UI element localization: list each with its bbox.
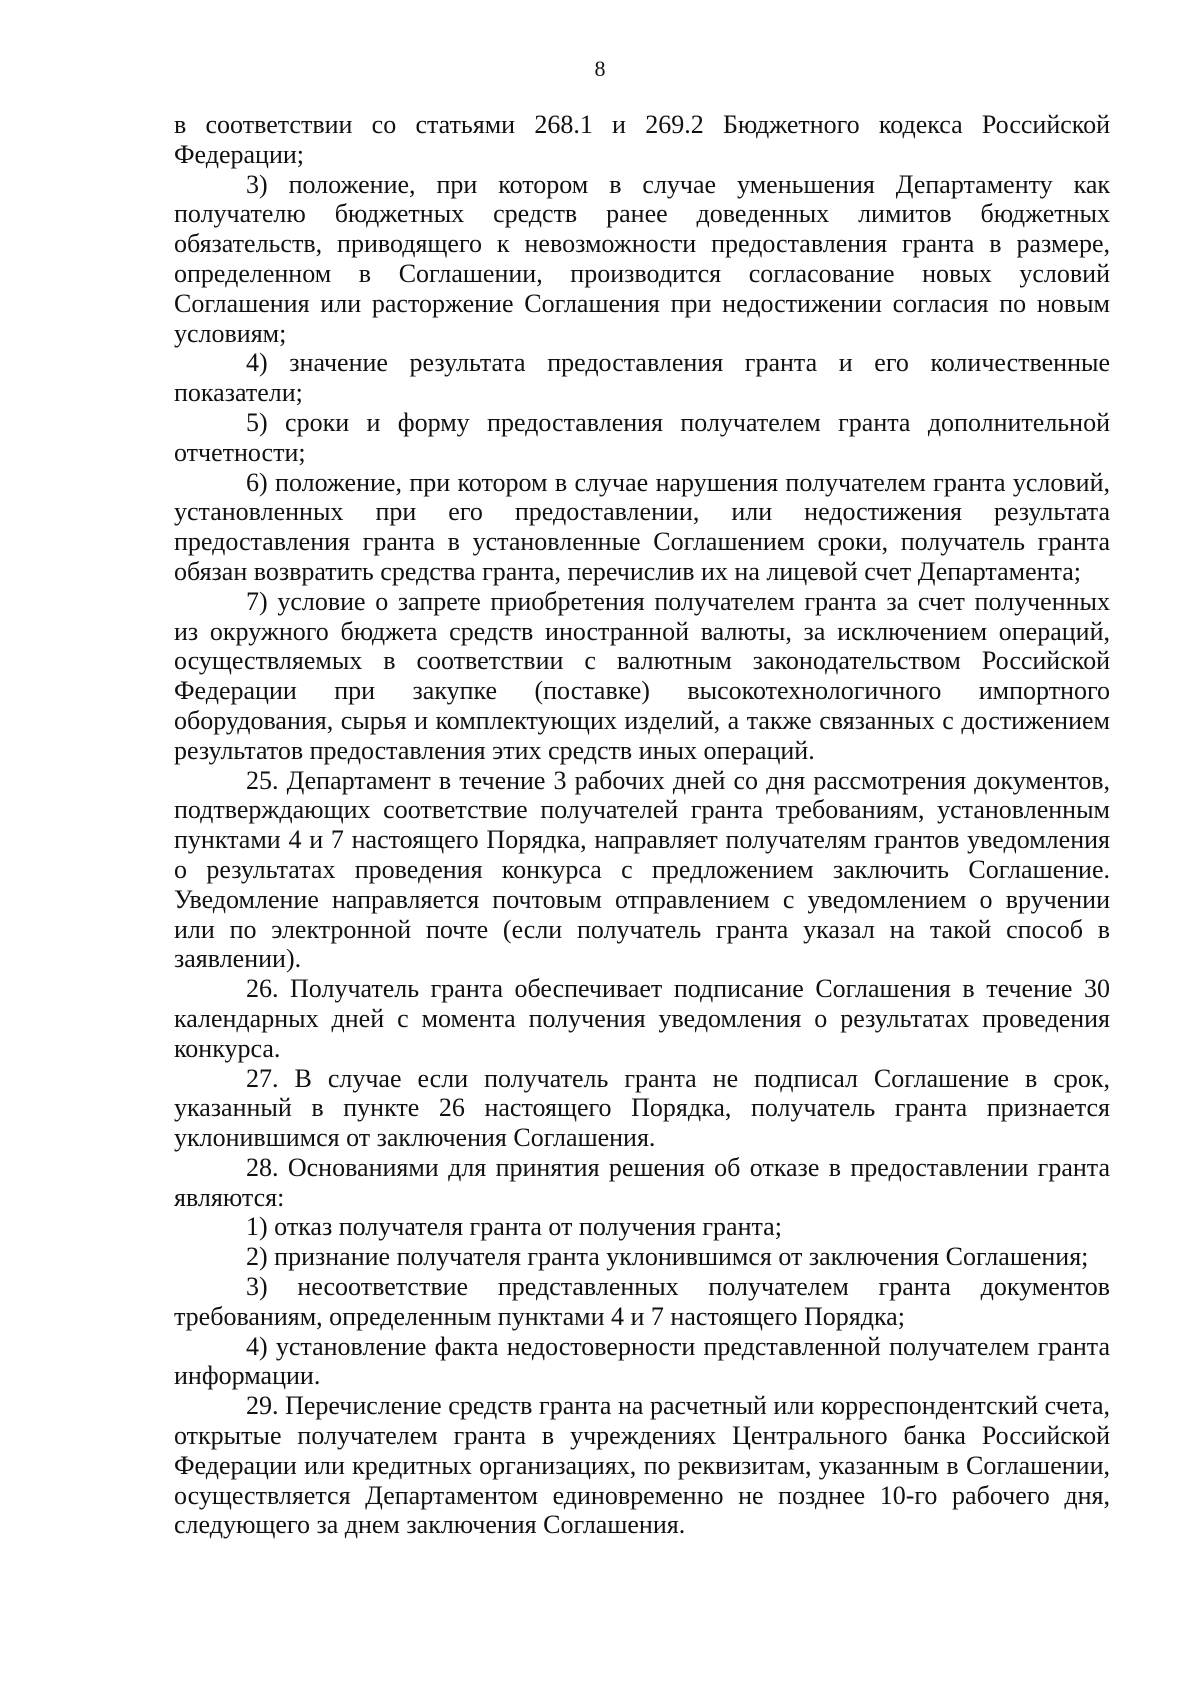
- page-number: 8: [594, 56, 606, 81]
- paragraph: в соответствии со статьями 268.1 и 269.2 Бюджетного кодекса Российской Федерации;: [174, 110, 1110, 169]
- paragraph: 27. В случае если получатель гранта не подписал Соглашение в срок, указанный в пункте 26 настоящего Порядка, получатель гранта признается уклонившимся от заключения Соглашения.: [174, 1063, 1110, 1153]
- document-body: [174, 110, 1110, 1540]
- list-item: 1) отказ получателя гранта от получения гранта;: [246, 1212, 782, 1242]
- paragraph: 28. Основаниями для принятия решения об отказе в предоставлении гранта являются:: [174, 1152, 1110, 1212]
- paragraph: 26. Получатель гранта обеспечивает подписание Соглашения в течение 30 календарных дней с момента получения уведомления о результатах проведения конкурса.: [174, 974, 1110, 1063]
- paragraph: 6) положение, при котором в случае нарушения получателем гранта условий, установленных при его предоставлении, или недостижения результата предоставления гранта в установленные Соглашением сроки, получатель гранта обязан возвратить средства гранта, перечислив их на лицевой счет Департамента;: [174, 467, 1110, 586]
- paragraph: 4) значение результата предоставления гранта и его количественные показатели;: [174, 348, 1110, 408]
- list-item: 3) несоответствие представленных получателем гранта документов требованиям, определенным пунктами 4 и 7 настоящего Порядка;: [174, 1272, 1110, 1331]
- list-item: 2) признание получателя гранта уклонившимся от заключения Соглашения;: [246, 1242, 1089, 1272]
- paragraph: 29. Перечисление средств гранта на расчетный или корреспондентский счета, открытые получателем гранта в учреждениях Центрального банка Российской Федерации или кредитных организациях, по реквизитам, указанным в Соглашении, осуществляется Департаментом единовременно не позднее 10-го рабочего дня, следующего за днем заключения Соглашения.: [174, 1391, 1110, 1540]
- paragraph: 3) положение, при котором в случае уменьшения Департаменту как получателю бюджетных средств ранее доведенных лимитов бюджетных обязательств, приводящего к невозможности предоставления гранта в размере, определенном в Соглашении, производится согласование новых условий Соглашения или расторжение Соглашения при недостижении согласия по новым условиям;: [174, 169, 1110, 348]
- list-item: 4) установление факта недостоверности представленной получателем гранта информации.: [174, 1331, 1110, 1391]
- paragraph: 7) условие о запрете приобретения получателем гранта за счет полученных из окружного бюджета средств иностранной валюты, за исключением операций, осуществляемых в соответствии с валютным законодательством Российской Федерации при закупке (поставке) высокотехнологичного импортного оборудования, сырья и комплектующих изделий, а также связанных с достижением результатов предоставления этих средств иных операций.: [174, 586, 1110, 765]
- paragraph: 5) сроки и форму предоставления получателем гранта дополнительной отчетности;: [174, 407, 1110, 467]
- paragraph: 25. Департамент в течение 3 рабочих дней со дня рассмотрения документов, подтверждающих соответствие получателей гранта требованиям, установленным пунктами 4 и 7 настоящего Порядка, направляет получателям грантов уведомления о результатах проведения конкурса с предложением заключить Соглашение. Уведомление направляется почтовым отправлением с уведомлением о вручении или по электронной почте (если получатель гранта указал на такой способ в заявлении).: [174, 765, 1110, 974]
